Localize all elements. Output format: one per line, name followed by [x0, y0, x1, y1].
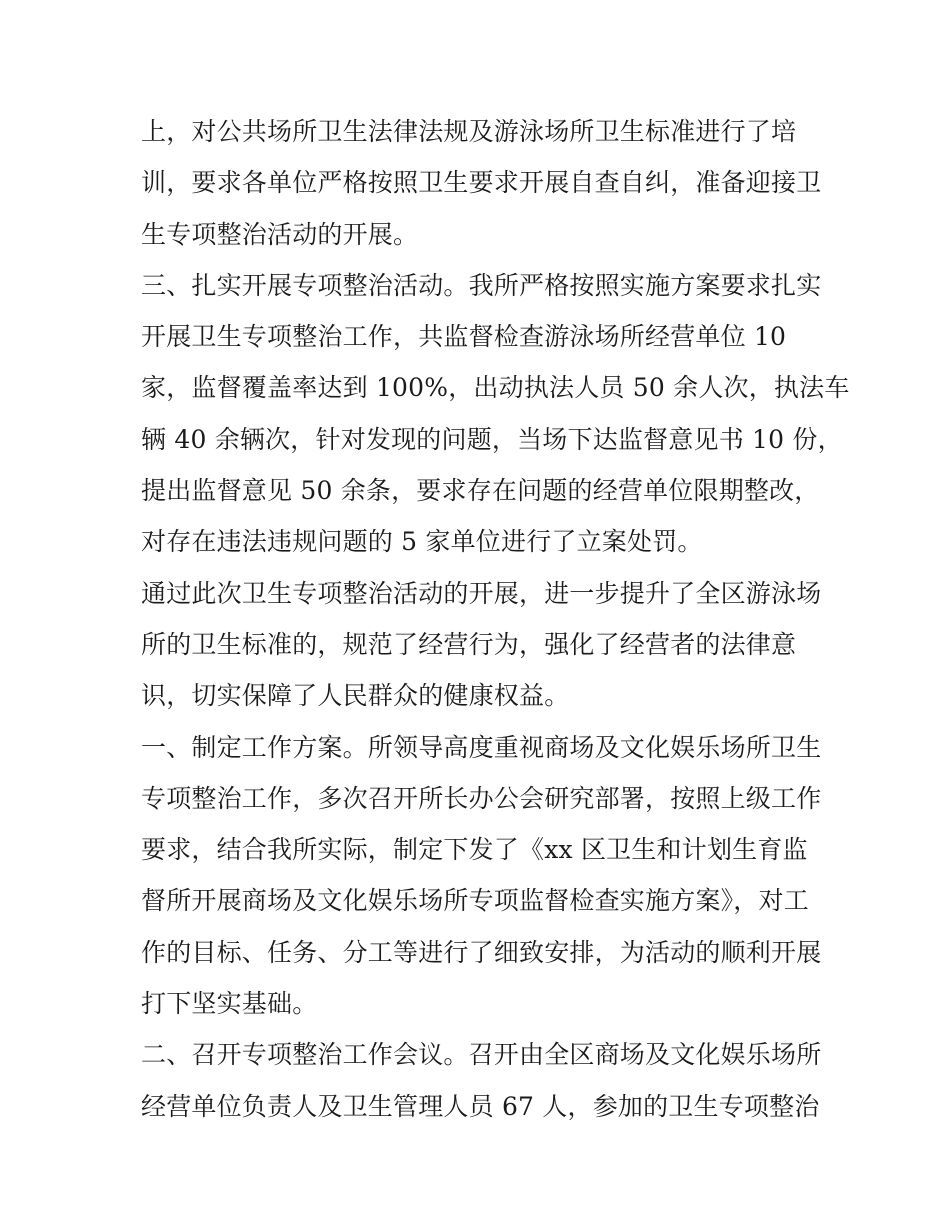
text-line: 训，要求各单位严格按照卫生要求开展自查自纠，准备迎接卫 [141, 168, 822, 198]
text-line: 家，监督覆盖率达到 100%，出动执法人员 50 余人次，执法车 [141, 373, 850, 403]
text-line: 要求，结合我所实际，制定下发了《xx 区卫生和计划生育监 [141, 835, 808, 865]
text-line: 督所开展商场及文化娱乐场所专项监督检查实施方案》，对工 [141, 886, 809, 916]
text-line: 打下坚实基础。 [141, 989, 318, 1019]
text-line: 开展卫生专项整治工作，共监督检查游泳场所经营单位 10 [141, 322, 787, 352]
text-line: 一、制定工作方案。所领导高度重视商场及文化娱乐场所卫生 [141, 732, 822, 762]
text-line: 经营单位负责人及卫生管理人员 67 人，参加的卫生专项整治 [141, 1091, 820, 1121]
text-line: 上，对公共场所卫生法律法规及游泳场所卫生标准进行了培 [141, 117, 797, 146]
text-line: 作的目标、任务、分工等进行了细致安排，为活动的顺利开展 [141, 937, 822, 967]
text-line: 识，切实保障了人民群众的健康权益。 [141, 681, 570, 711]
text-line: 通过此次卫生专项整治活动的开展，进一步提升了全区游泳场 [141, 578, 822, 608]
text-line: 提出监督意见 50 余条，要求存在问题的经营单位限期整改， [141, 476, 820, 506]
text-line: 二、召开专项整治工作会议。召开由全区商场及文化娱乐场所 [141, 1040, 822, 1070]
document-body [141, 106, 850, 1132]
text-line: 专项整治工作，多次召开所长办公会研究部署，按照上级工作 [141, 783, 822, 813]
text-line: 对存在违法违规问题的 5 家单位进行了立案处罚。 [141, 527, 703, 557]
text-line: 辆 40 余辆次，针对发现的问题，当场下达监督意见书 10 份， [141, 424, 843, 454]
text-line: 三、扎实开展专项整治活动。我所严格按照实施方案要求扎实 [141, 270, 822, 300]
text-line: 所的卫生标准的，规范了经营行为，强化了经营者的法律意 [141, 629, 797, 659]
text-line: 生专项整治活动的开展。 [141, 219, 419, 249]
